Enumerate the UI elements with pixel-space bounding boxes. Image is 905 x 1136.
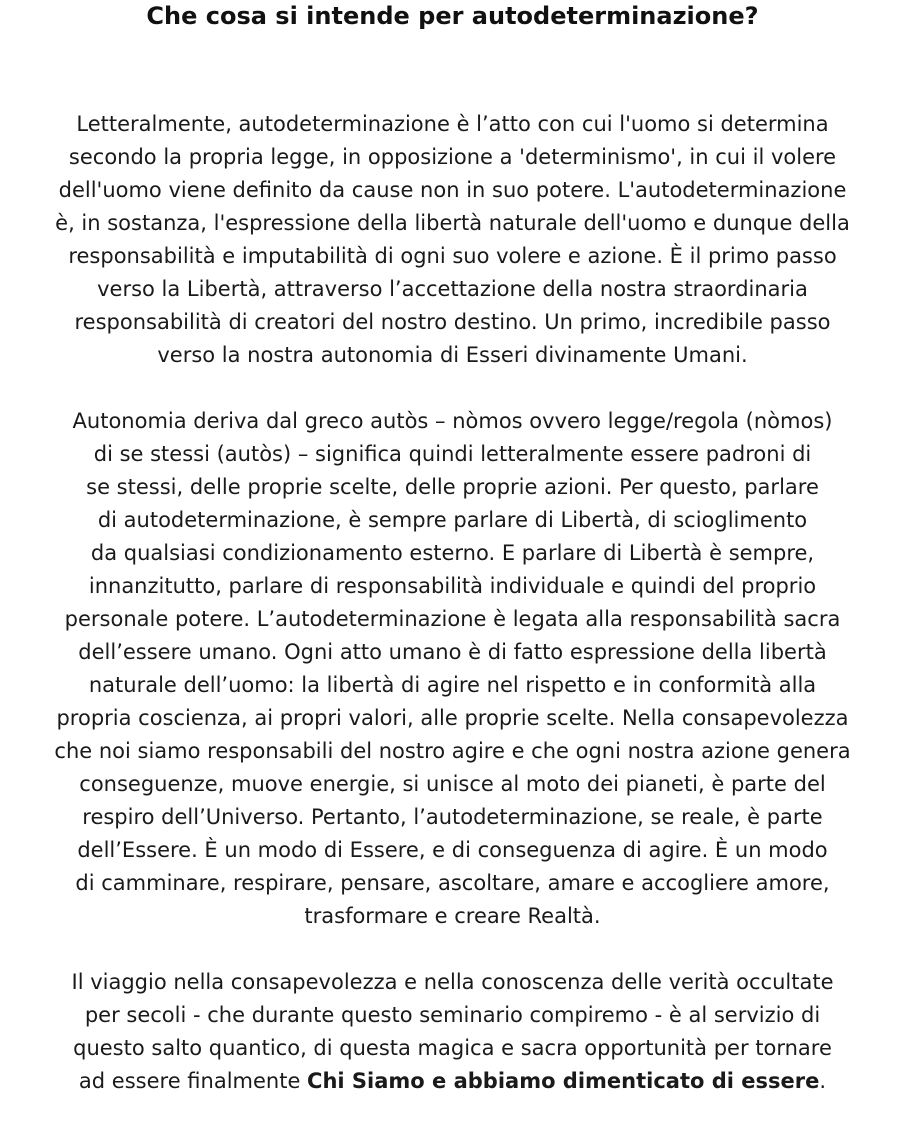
text-line: dell'uomo viene definito da cause non in suo potere. L'autodeterminazione bbox=[58, 178, 847, 202]
text-line-final bbox=[20, 1065, 885, 1098]
text-line: respiro dell’Universo. Pertanto, l’autodeterminazione, se reale, è parte bbox=[82, 805, 823, 829]
text-line: Il viaggio nella consapevolezza e nella conoscenza delle verità occultate bbox=[71, 970, 834, 994]
page-title: Che cosa si intende per autodeterminazione? bbox=[146, 2, 759, 30]
text-segment: ad essere finalmente bbox=[78, 1069, 308, 1093]
text-line: conseguenze, muove energie, si unisce al moto dei pianeti, è parte del bbox=[79, 772, 826, 796]
text-line: Autonomia deriva dal greco autòs – nòmos ovvero legge/regola (nòmos) bbox=[72, 409, 833, 433]
text-line: per secoli - che durante questo seminario compiremo - è al servizio di bbox=[84, 1003, 821, 1027]
emphasis-text: Chi Siamo e abbiamo dimenticato di essere bbox=[307, 1069, 820, 1093]
text-line: di se stessi (autòs) – significa quindi letteralmente essere padroni di bbox=[93, 442, 812, 466]
text-line: responsabilità e imputabilità di ogni suo volere e azione. È il primo passo bbox=[68, 244, 837, 268]
text-segment: . bbox=[819, 1069, 827, 1093]
text-line: personale potere. L’autodeterminazione è legata alla responsabilità sacra bbox=[64, 607, 841, 631]
text-line: Letteralmente, autodeterminazione è l’atto con cui l'uomo si determina bbox=[76, 112, 829, 136]
text-line: trasformare e creare Realtà. bbox=[304, 904, 601, 928]
text-line: di autodeterminazione, è sempre parlare di Libertà, di scioglimento bbox=[97, 508, 808, 532]
text-line: responsabilità di creatori del nostro destino. Un primo, incredibile passo bbox=[74, 310, 831, 334]
text-line: verso la nostra autonomia di Esseri divinamente Umani. bbox=[157, 343, 748, 367]
text-line: questo salto quantico, di questa magica e sacra opportunità per tornare bbox=[73, 1036, 832, 1060]
text-line: che noi siamo responsabili del nostro agire e che ogni nostra azione genera bbox=[54, 739, 851, 763]
text-line: verso la Libertà, attraverso l’accettazione della nostra straordinaria bbox=[97, 277, 808, 301]
text-line: se stessi, delle proprie scelte, delle proprie azioni. Per questo, parlare bbox=[86, 475, 819, 499]
paragraph-autodeterminazione bbox=[20, 108, 885, 372]
text-line: da qualsiasi condizionamento esterno. E parlare di Libertà è sempre, bbox=[90, 541, 815, 565]
paragraph-viaggio bbox=[20, 966, 885, 1098]
text-line: di camminare, respirare, pensare, ascoltare, amare e accogliere amore, bbox=[75, 871, 830, 895]
text-line: naturale dell’uomo: la libertà di agire nel rispetto e in conformità alla bbox=[88, 673, 817, 697]
text-line: dell’Essere. È un modo di Essere, e di conseguenza di agire. È un modo bbox=[77, 838, 828, 862]
paragraph-autonomia bbox=[20, 405, 885, 933]
text-line: propria coscienza, ai propri valori, alle proprie scelte. Nella consapevolezza bbox=[56, 706, 849, 730]
text-line: secondo la propria legge, in opposizione a 'determinismo', in cui il volere bbox=[68, 145, 837, 169]
text-line: è, in sostanza, l'espressione della libertà naturale dell'uomo e dunque della bbox=[55, 211, 850, 235]
text-line: dell’essere umano. Ogni atto umano è di fatto espressione della libertà bbox=[78, 640, 827, 664]
text-line: innanzitutto, parlare di responsabilità individuale e quindi del proprio bbox=[88, 574, 817, 598]
